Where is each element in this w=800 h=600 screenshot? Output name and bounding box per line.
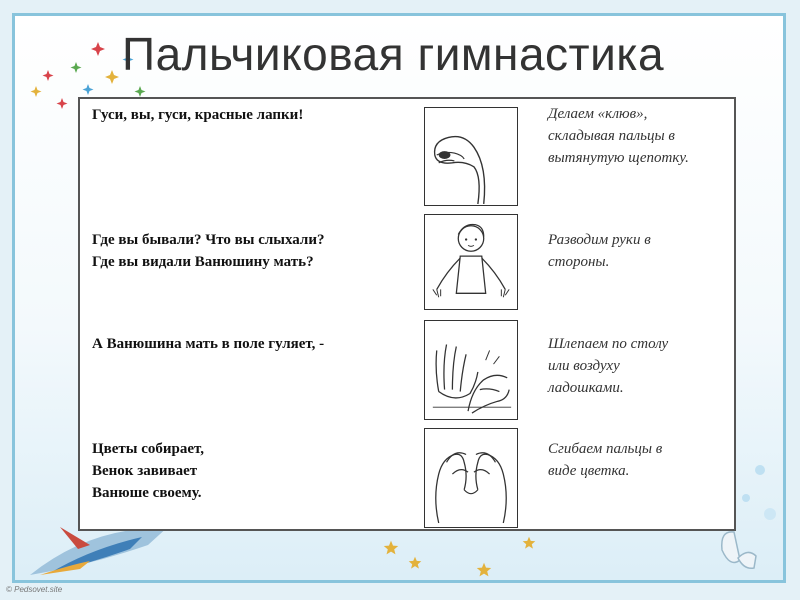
verse-line: Где вы бывали? Что вы слыхали? [92, 232, 325, 248]
action-line: или воздуху [548, 358, 620, 374]
clapping-hands-icon [425, 321, 517, 419]
slide-title: Пальчиковая гимнастика [122, 28, 665, 80]
illustration-frame [424, 320, 518, 420]
action-text [548, 438, 662, 482]
verse-line: Цветы собирает, [92, 441, 205, 457]
action-line: Разводим руки в [548, 232, 651, 248]
verse-text [92, 438, 204, 504]
verse-line: Венок завивает [92, 463, 198, 479]
star-decoration-icon [408, 556, 422, 570]
star-decoration-icon [383, 540, 399, 556]
boy-spreading-arms-icon [425, 215, 517, 309]
illustration-frame [424, 214, 518, 310]
verse-text [92, 104, 303, 126]
action-text [548, 333, 668, 399]
verse-line: А Ванюшина мать в поле гуляет, - [92, 336, 325, 352]
verse-line: Гуси, вы, гуси, красные лапки! [92, 107, 304, 123]
action-text [548, 229, 651, 273]
illustration-frame [424, 428, 518, 528]
action-line: Шлепаем по столу [548, 336, 669, 352]
verse-line: Ванюше своему. [92, 485, 202, 501]
exercise-table [78, 97, 736, 531]
action-line: Делаем «клюв», [548, 106, 648, 122]
illustration-frame [424, 107, 518, 206]
star-decoration-icon [522, 536, 536, 550]
beak-hand-icon [425, 108, 517, 205]
action-line: складывая пальцы в [548, 128, 675, 144]
action-line: ладошками. [548, 380, 624, 396]
action-line: вытянутую щепотку. [548, 150, 689, 166]
action-line: виде цветка. [548, 463, 630, 479]
star-decoration-icon [476, 562, 492, 578]
copyright-text: © Pedsovet.site [6, 585, 63, 594]
verse-text [92, 333, 324, 355]
verse-line: Где вы видали Ванюшину мать? [92, 254, 314, 270]
action-line: Сгибаем пальцы в [548, 441, 663, 457]
action-text [548, 103, 689, 169]
action-line: стороны. [548, 254, 610, 270]
verse-text [92, 229, 325, 273]
flower-hands-icon [425, 429, 517, 527]
